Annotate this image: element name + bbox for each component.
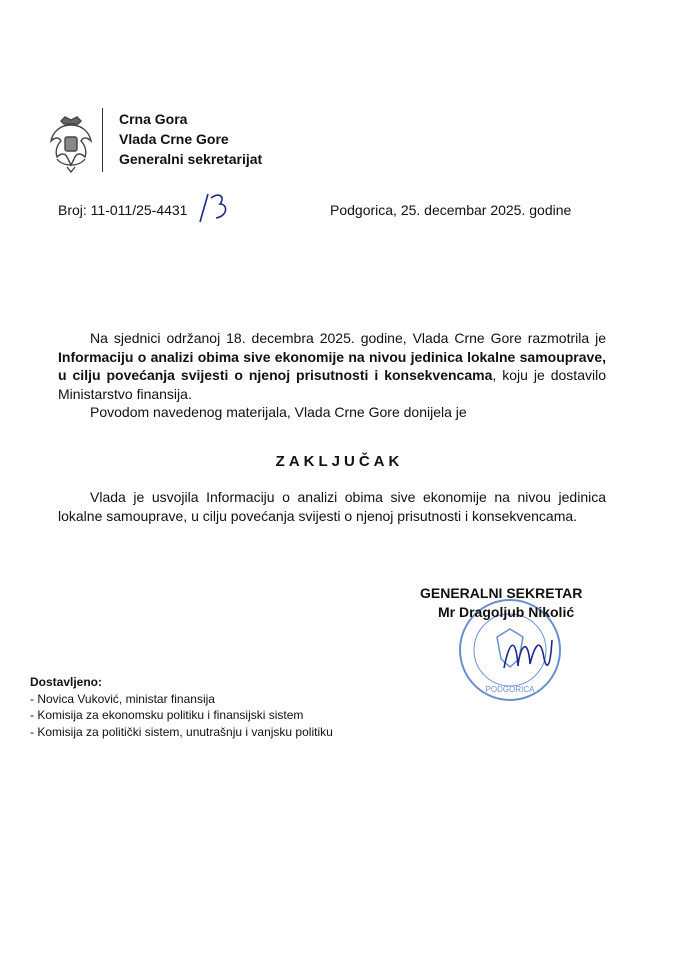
distribution-list: [30, 674, 333, 740]
paragraph-1-intro: Na sjednici održanoj 18. decembra 2025. godine, Vlada Crne Gore razmotrila je: [90, 330, 606, 346]
conclusion-title: ZAKLJUČAK: [275, 453, 404, 470]
coat-of-arms-icon: [47, 115, 95, 173]
secretariat-name: Generalni sekretarijat: [119, 151, 263, 167]
svg-text:PODGORICA: PODGORICA: [485, 685, 535, 694]
reference-number: Broj: 11-011/25-4431: [58, 202, 188, 218]
letterhead: [119, 109, 262, 169]
signatory-name: Mr Dragoljub Nikolić: [438, 604, 575, 620]
header-divider: [102, 108, 103, 172]
distribution-item: - Komisija za ekonomsku politiku i finansijski sistem: [30, 708, 304, 722]
distribution-item: - Komisija za politički sistem, unutrašnju i vanjsku politiku: [30, 724, 333, 739]
paragraph-2: Povodom navedenog materijala, Vlada Crne Gore donijela je: [90, 404, 467, 420]
document-title-bold: Informaciju o analizi obima sive ekonomije na nivou jedinica lokalne samouprave, u cilju povećanja svijesti o njenoj prisutnosti i konsekvencama: [58, 348, 606, 383]
distribution-item: - Novica Vuković, ministar finansija: [30, 691, 215, 706]
place-date: Podgorica, 25. decembar 2025. godine: [330, 202, 572, 218]
handwritten-number-mark: [198, 190, 232, 224]
signatory-role: GENERALNI SEKRETAR: [420, 585, 583, 601]
government-name: Vlada Crne Gore: [119, 131, 229, 147]
country-name: Crna Gora: [119, 111, 188, 127]
paragraph-3: Vlada je usvojila Informaciju o analizi obima sive ekonomije na nivou jedinica lokalne samouprave, u cilju povećanja svijesti o njenoj prisutnosti i konsekvencama.: [58, 489, 606, 524]
handwritten-signature: [500, 628, 555, 678]
distribution-heading: Dostavljeno:: [30, 675, 103, 689]
paragraph-1-end: , koju je dostavilo Ministarstvo finansija.: [58, 367, 606, 402]
paragraph-1: [58, 329, 606, 422]
